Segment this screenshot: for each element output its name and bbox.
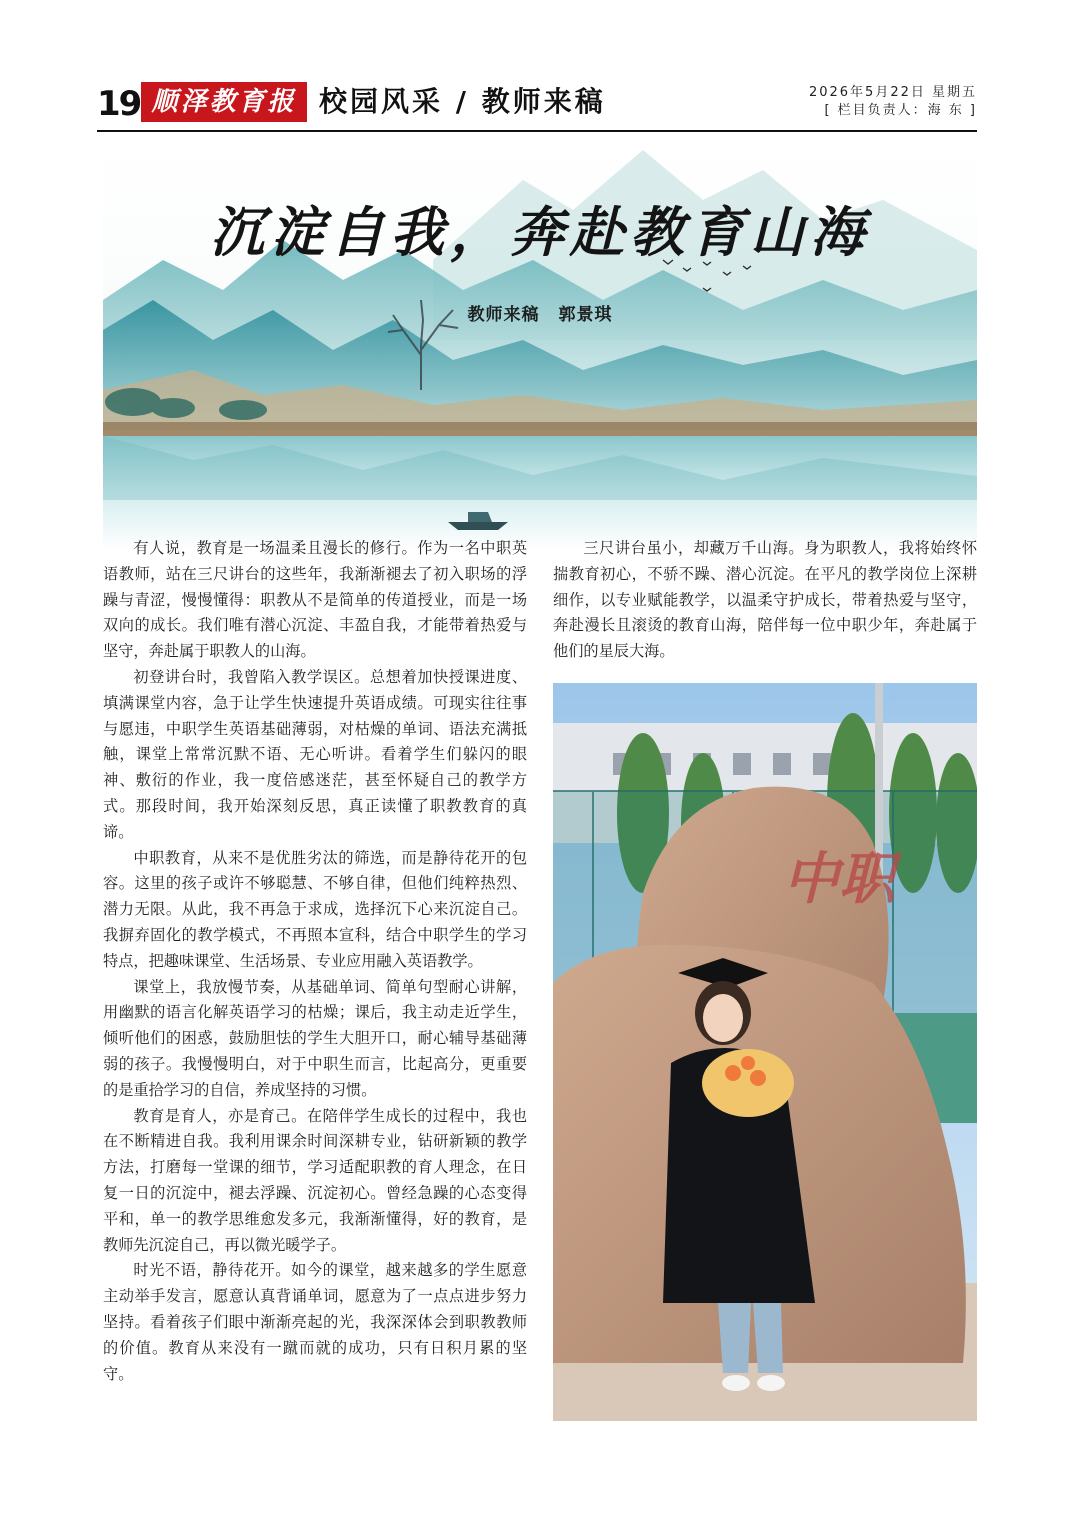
author-name: 郭景琪 [558, 305, 613, 325]
paragraph: 初登讲台时，我曾陷入教学误区。总想着加快授课进度、填满课堂内容，急于让学生快速提升英语成绩。可现实往往事与愿违，中职学生英语基础薄弱，对枯燥的单词、语法充满抵触，课堂上常常沉默不语、无心听讲。看着学生们躲闪的眼神、敷衍的作业，我一度倍感迷茫，甚至怀疑自己的教学方式。那段时间，我开始深刻反思，真正读懂了职教教育的真谛。 [103, 667, 527, 841]
masthead [97, 80, 977, 132]
paragraph: 课堂上，我放慢节奏，从基础单词、简单句型耐心讲解，用幽默的语言化解英语学习的枯燥；课后，我主动走近学生，倾听他们的困惑，鼓励胆怯的学生大胆开口，耐心辅导基础薄弱的孩子。我慢慢明白，对于中职生而言，比起高分，更重要的是重拾学习的自信，养成坚持的习惯。 [103, 977, 527, 1099]
column-editor: [ 栏目负责人：海 东 ] [824, 103, 977, 118]
issue-date: 2026年5月22日 星期五 [808, 85, 977, 100]
article-column-right [553, 536, 977, 665]
section-title: 校园风采 / 教师来稿 [319, 85, 606, 118]
paragraph: 有人说，教育是一场温柔且漫长的修行。作为一名中职英语教师，站在三尺讲台的这些年，我渐渐褪去了初入职场的浮躁与青涩，慢慢懂得：职教从不是简单的传道授业，而是一场双向的成长。我们唯有潜心沉淀、丰盈自我，才能带着热爱与坚守，奔赴属于职教人的山海。 [103, 539, 527, 661]
paragraph: 教育是育人，亦是育己。在陪伴学生成长的过程中，我也在不断精进自我。我利用课余时间深耕专业，钻研新颖的教学方法，打磨每一堂课的细节，学习适配职教的育人理念，在日复一日的沉淀中，褪去浮躁、沉淀初心。曾经急躁的心态变得平和，单一的教学思维愈发多元，我渐渐懂得，好的教育，是教师先沉淀自己，再以微光暖学子。 [103, 1106, 527, 1254]
header-rule [97, 130, 977, 132]
page-number: 19 [97, 84, 141, 124]
rock-inscription: 中职 [783, 846, 895, 912]
paragraph: 时光不语，静待花开。如今的课堂，越来越多的学生愿意主动举手发言，愿意认真背诵单词，愿意为了一点点进步努力坚持。看着孩子们眼中渐渐亮起的光，我深深体会到职教教师的价值。教育从来没有一蹴而就的成功，只有日积月累的坚守。 [103, 1261, 527, 1383]
byline-label: 教师来稿 [467, 305, 540, 325]
paragraph: 中职教育，从来不是优胜劣汰的筛选，而是静待花开的包容。这里的孩子或许不够聪慧、不够自律，但他们纯粹热烈、潜力无限。从此，我不再急于求成，选择沉下心来沉淀自己。我摒弃固化的教学模式，不再照本宣科，结合中职学生的学习特点，把趣味课堂、生活场景、专业应用融入英语教学。 [103, 848, 527, 970]
dateline [809, 84, 977, 120]
byline [103, 300, 977, 325]
newspaper-logo: 顺泽教育报 [141, 82, 307, 122]
article-title: 沉淀自我，奔赴教育山海 [210, 200, 870, 264]
paragraph: 三尺讲台虽小，却藏万千山海。身为职教人，我将始终怀揣教育初心，不骄不躁、潜心沉淀。在平凡的教学岗位上深耕细作，以专业赋能教学，以温柔守护成长，带着热爱与坚守，奔赴漫长且滚烫的教育山海，陪伴每一位中职少年，奔赴属于他们的星辰大海。 [553, 539, 977, 661]
graduation-photo [553, 683, 977, 1421]
article-column-left [103, 536, 527, 1387]
